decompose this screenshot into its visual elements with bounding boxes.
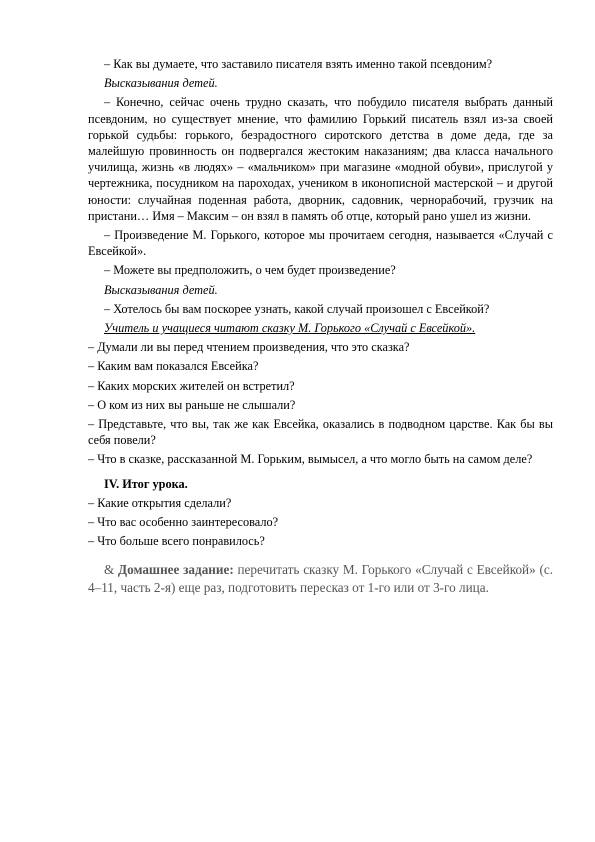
work-announcement: – Произведение М. Горького, которое мы прочитаем сегодня, называется «Случай с Евсейкой». <box>88 228 553 259</box>
section-title: IV. Итог урока. <box>104 476 188 491</box>
question-pseudonym: – Как вы думаете, что заставило писателя взять именно такой псевдоним? <box>104 57 493 71</box>
summary-question: – Что больше всего понравилось? <box>88 534 265 549</box>
reading-instruction: Учитель и учащиеся читают сказку М. Горького «Случай с Евсейкой». <box>104 321 476 336</box>
homework-paragraph <box>88 561 553 597</box>
homework-text: перечитать сказку М. Горького «Случай с Евсейкой» (с. 4–11, часть 2-я) еще раз, подготовить пересказ от 1-го или от 3-го лица. <box>88 562 553 596</box>
summary-question: – Что вас особенно заинтересовало? <box>88 515 279 530</box>
teacher-explanation: – Конечно, сейчас очень трудно сказать, что побудило писателя выбрать данный псевдоним, но существует мнение, что фамилию Горький писатель взял из-за своей горькой судьбы: горького, безрадостного сиротского детства в доме деда, где за малейшую провинность он подвергался жестоким наказаниям; два класса начального училища, жизнь «в людях» – «мальчиком» при магазине «модной обуви», прислугой у чертежника, посудником на пароходах, учеником в иконописной мастерской – и другой юности: случайная поденная работа, дворник, садовник, чернорабочий, грузчик на пристани… Имя – Максим – он взял в память об отце, который рано ушел из жизни. <box>88 95 553 223</box>
question-fiction: – Что в сказке, рассказанной М. Горьким, вымысел, а что могло быть на самом деле? <box>88 452 533 467</box>
question-sea-creatures: – Каких морских жителей он встретил? <box>88 378 295 393</box>
homework-symbol: & <box>104 562 115 578</box>
question-fairy-tale: – Думали ли вы перед чтением произведения, что это сказка? <box>88 340 410 355</box>
children-responses-label: Высказывания детей. <box>104 282 218 297</box>
question-unknown: – О ком из них вы раньше не слышали? <box>88 397 296 412</box>
question-imagine: – Представьте, что вы, так же как Евсейка, оказались в подводном царстве. Как бы вы себя повели? <box>88 417 553 448</box>
summary-question: – Какие открытия сделали? <box>88 495 232 510</box>
homework-label: Домашнее задание: <box>118 562 234 578</box>
text-column <box>88 56 553 611</box>
question-evseyka: – Каким вам показался Евсейка? <box>88 359 259 374</box>
question-curiosity: – Хотелось бы вам поскорее узнать, какой случай произошел с Евсейкой? <box>104 301 490 316</box>
children-responses-label: Высказывания детей. <box>104 76 218 91</box>
question-predict: – Можете вы предположить, о чем будет произведение? <box>104 263 396 278</box>
